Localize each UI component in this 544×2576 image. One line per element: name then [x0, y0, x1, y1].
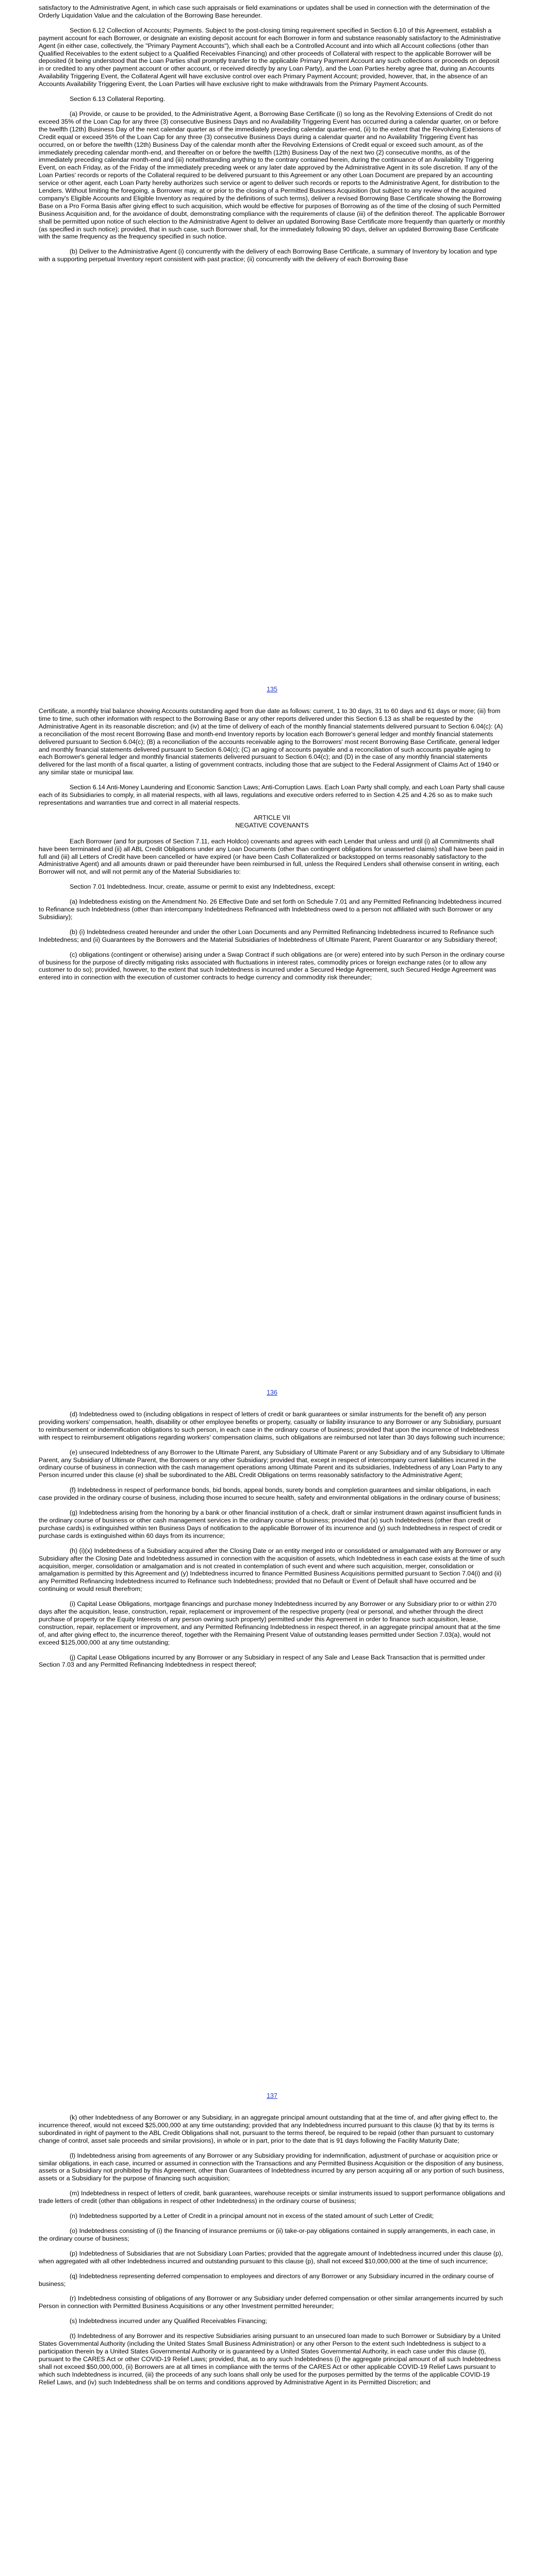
- page-number[interactable]: 136: [267, 1389, 277, 1396]
- clause-b-paragraph: (b) Deliver to the Administrative Agent (i) concurrently with the delivery of each Borrowing Base Certificate, a summary of Inventory by location and type with a supporting perpetual Inventory report consistent with past practice; (ii) concurrently with the delivery of each Borrowing Base: [39, 248, 498, 263]
- clause-m-paragraph: (m) Indebtedness in respect of letters of credit, bank guarantees, warehouse receipts or similar instruments issued to support performance obligations and trade letters of credit (other than obligations in respect of other Indebtedness) in the ordinary course of business;: [39, 2190, 505, 2205]
- clause-h-paragraph: (h) (i)(x) Indebtedness of a Subsidiary acquired after the Closing Date or an entity merged into or consolidated or amalgamated with any Borrower or any Subsidiary after the Closing Date and Indebtedness assumed in connection with the acquisition of assets, which Indebtedness in each case exists at the time of such acquisition, merger, consolidation or amalgamation and is not created in contemplation of such event and where such acquisition, merger, consolidation or amalgamation is permitted by this Agreement and (y) Indebtedness incurred to finance Permitted Business Acquisitions permitted pursuant to Section 7.04(i) and (ii) any Permitted Refinancing Indebtedness incurred to Refinance such Indebtedness; provided that no Default or Event of Default shall have occurred and be continuing or would result therefrom;: [39, 1547, 505, 1593]
- page-137: [39, 1411, 505, 2114]
- clause-a-paragraph: (a) Provide, or cause to be provided, to the Administrative Agent, a Borrowing Base Certificate (i) so long as the Revolving Extensions of Credit do not exceed 35% of the Loan Cap for any three (3) consecutive Business Days and no Availability Triggering Event has occurred during a calendar quarter, on or before the twelfth (12th) Business Day of the next calendar quarter as of the immediately preceding calendar quarter-end, (ii) to the extent that the Revolving Extensions of Credit equal or exceed 35% of the Loan Cap for any three (3) consecutive Business Days during a calendar quarter and no Availability Triggering Event has occurred, on or before the twelfth (12th) Business Day of the calendar month after the Revolving Extensions of Credit equal or exceed such amount, as of the immediately preceding calendar month-end, and thereafter on or before the twelfth (12th) Business Day of the next two (2) consecutive months, as of the immediately preceding calendar month-end and (iii) notwithstanding anything to the contrary contained herein, during the continuance of an Availability Triggering Event, on each Friday, as of the Friday of the immediately preceding week or any later date approved by the Administrative Agent in its sole discretion. If any of the Loan Parties' records or reports of the Collateral required to be delivered pursuant to this Agreement or any other Loan Document are prepared by an accounting service or other agent, each Loan Party hereby authorizes such service or agent to deliver such records or reports to the Administrative Agent, for distribution to the Lenders. Without limiting the foregoing, a Borrower may, at or prior to the closing of a Permitted Business Acquisition (but subject to any review of the acquired company's Eligible Accounts and Eligible Inventory as required by the definitions of such terms), deliver a revised Borrowing Base Certificate showing the Borrowing Base on a Pro Forma Basis after giving effect to such acquisition, which would be effective for purposes of Borrowing as of the time of the closing of such Permitted Business Acquisition and, for the avoidance of doubt, demonstrating compliance with the requirements of clause (iii) of the definition thereof. The applicable Borrower shall be permitted upon notice of such election to the Administrative Agent to deliver an updated Borrowing Base Certificate more frequently than quarterly or monthly (as specified in such notice); provided, that in such case, such Borrower shall, for the immediately following 90 days, deliver an updated Borrowing Base Certificate with the same frequency as the frequency specified in such notice.: [39, 110, 505, 241]
- clause-i-paragraph: (i) Capital Lease Obligations, mortgage financings and purchase money Indebtedness incurred by any Borrower or any Subsidiary prior to or within 270 days after the acquisition, lease, construction, repair, replacement or improvement of the respective property (real or personal, and whether through the direct purchase of property or the Equity Interests of any person owning such property) permitted under this Agreement in order to finance such acquisition, lease, construction, repair, replacement or improvement, and any Permitted Refinancing Indebtedness in respect thereof, in an aggregate principal amount that at the time of, and after giving effect to, the incurrence thereof, together with the Remaining Present Value of outstanding leases permitted under Section 7.03(a), would not exceed $125,000,000 at any time outstanding;: [39, 1600, 501, 1646]
- page-number[interactable]: 137: [267, 2092, 277, 2099]
- clause-b-paragraph: (b) (i) Indebtedness created hereunder and under the other Loan Documents and any Permitted Refinancing Indebtedness incurred to Refinance such Indebtedness; and (ii) Guarantees by the Borrowers and the Material Subsidiaries of Indebtedness of Ultimate Parent, Parent Guarantor or any Subsidiary thereof;: [39, 928, 498, 943]
- clause-d-paragraph: (d) Indebtedness owed to (including obligations in respect of letters of credit or bank guarantees or similar instruments for the benefit of) any person providing workers' compensation, health, disability or other employee benefits or property, casualty or liability insurance to any Borrower or any Subsidiary, pursuant to reimbursement or indemnification obligations to such person, in each case in the ordinary course of business; provided that upon the incurrence of Indebtedness with respect to reimbursement obligations regarding workers' compensation claims, such obligations are reimbursed not later than 30 days following such incurrence;: [39, 1411, 505, 1441]
- section-6-14-paragraph: Section 6.14 Anti-Money Laundering and Economic Sanction Laws; Anti-Corruption Laws. Each Loan Party shall comply, and each Loan Party shall cause each of its Subsidiaries to comply, in all material respects, with all laws, regulations and executive orders referred to in Section 4.25 and 4.26 so as to make such representations and warranties true and correct in all material respects.: [39, 784, 505, 806]
- clause-s-paragraph: (s) Indebtedness incurred under any Qualified Receivables Financing;: [70, 2317, 267, 2325]
- clause-a-paragraph: (a) Indebtedness existing on the Amendment No. 26 Effective Date and set forth on Schedule 7.01 and any Permitted Refinancing Indebtedness incurred to Refinance such Indebtedness (other than intercompany Indebtedness Refinanced with Indebtedness owed to a person not affiliated with such Borrower or any Subsidiary);: [39, 898, 502, 921]
- clause-l-paragraph: (l) Indebtedness arising from agreements of any Borrower or any Subsidiary providing for indemnification, adjustment of purchase or acquisition price or similar obligations, in each case, incurred or assumed in connection with the Transactions and any Permitted Business Acquisition or the disposition of any business, assets or a Subsidiary not prohibited by this Agreement, other than Guarantees of Indebtedness incurred by any person acquiring all or any portion of such business, assets or a Subsidiary for the purpose of financing such acquisition;: [39, 2151, 504, 2182]
- clause-c-paragraph: (c) obligations (contingent or otherwise) arising under a Swap Contract if such obligations are (or were) entered into by such Person in the ordinary course of business for the purpose of directly mitigating risks associated with fluctuations in interest rates, commodity prices or foreign exchange rates (or to allow any customer to do so); provided, however, to the extent that such Indebtedness is incurred under a Secured Hedge Agreement, such Secured Hedge Agreement was entered into in connection with the execution of customer contracts to hedge currency and commodity risk thereunder;: [39, 951, 505, 981]
- clause-g-paragraph: (g) Indebtedness arising from the honoring by a bank or other financial institution of a check, draft or similar instrument drawn against insufficient funds in the ordinary course of business or other cash management services in the ordinary course of business; provided that (x) such Indebtedness (other than credit or purchase cards) is extinguished within ten Business Days of notification to the applicable Borrower of its incurrence and (y) such Indebtedness in respect of credit or purchase cards is extinguished within 60 days from its incurrence;: [39, 1509, 502, 1539]
- page-number[interactable]: 135: [267, 686, 277, 693]
- clause-e-paragraph: (e) unsecured Indebtedness of any Borrower to the Ultimate Parent, any Subsidiary of Ultimate Parent or any Subsidiary and of any Subsidiary to Ultimate Parent, any Subsidiary of Ultimate Parent, the Borrowers or any other Subsidiary; provided that, except in respect of intercompany current liabilities incurred in the ordinary course of business in connection with the cash management operations among Ultimate Parent and its subsidiaries, Indebtedness of any Loan Party to any Person incurred under this clause (e) shall be subordinated to the ABL Credit Obligations on terms reasonably satisfactory to the Administrative Agent;: [39, 1448, 505, 1479]
- clause-j-paragraph: (j) Capital Lease Obligations incurred by any Borrower or any Subsidiary in respect of any Sale and Lease Back Transaction that is permitted under Section 7.03 and any Permitted Refinancing Indebtedness in respect thereof;: [39, 1653, 485, 1669]
- clause-f-paragraph: (f) Indebtedness in respect of performance bonds, bid bonds, appeal bonds, surety bonds and completion guarantees and similar obligations, in each case provided in the ordinary course of business, including those incurred to secure health, safety and environmental obligations in the ordinary course of business;: [39, 1486, 501, 1502]
- section-6-13-heading: Section 6.13 Collateral Reporting.: [70, 95, 166, 103]
- clause-q-paragraph: (q) Indebtedness representing deferred compensation to employees and directors of any Borrower or any Subsidiary incurred in the ordinary course of business;: [39, 2272, 494, 2287]
- clause-o-paragraph: (o) Indebtedness consisting of (i) the financing of insurance premiums or (ii) take-or-pay obligations contained in supply arrangements, in each case, in the ordinary course of business;: [39, 2227, 496, 2242]
- paragraph: Each Borrower (and for purposes of Section 7.11, each Holdco) covenants and agrees with each Lender that unless and until (i) all Commitments shall have been terminated and (ii) all ABL Credit Obligations under any Loan Documents (other than contingent obligations for unasserted claims) shall have been paid in full and (iii) all Letters of Credit have been cancelled or have expired (or have been Cash Collateralized or backstopped on terms reasonably satisfactory to the Administrative Agent) and all amounts drawn or paid thereunder have been reimbursed in full, unless the Required Lenders shall otherwise consent in writing, each Borrower will not, and will not permit any of the Material Subsidiaries to:: [39, 837, 504, 876]
- article-title: NEGATIVE COVENANTS: [235, 821, 309, 829]
- section-6-12-paragraph: Section 6.12 Collection of Accounts; Payments. Subject to the post-closing timing requirement specified in Section 6.10 of this Agreement, establish a payment account for each Borrower, or designate an existing deposit account for each Borrower in form and substance reasonably satisfactory to the Administrative Agent (in either case, collectively, the "Primary Payment Accounts"), which shall each be a Controlled Account and into which all Account collections (other than Qualified Receivables to the extent subject to a Qualified Receivables Financing) and other proceeds of Collateral with respect to the applicable Borrower will be deposited (it being understood that the Loan Parties shall promptly transfer to the applicable Primary Payment Account any such collections or proceeds on deposit in or credited to any other payment account or other account, or received directly by any Loan Party), and the Loan Parties hereby agree that, during an Accounts Availability Triggering Event, the Collateral Agent will have exclusive control over each Primary Payment Account; provided, however, that, in the absence of an Accounts Availability Triggering Event, the Loan Parties will have exclusive right to make withdrawals from the Primary Payment Accounts.: [39, 26, 501, 88]
- article-heading: [39, 814, 505, 829]
- clause-r-paragraph: (r) Indebtedness consisting of obligations of any Borrower or any Subsidiary under deferred compensation or other similar arrangements incurred by such Person in connection with Permitted Business Acquisitions or any other Investment permitted hereunder;: [39, 2295, 503, 2310]
- page-138: [39, 2114, 505, 2576]
- page-135: [39, 4, 505, 707]
- page-136: [39, 707, 505, 1411]
- paragraph: Certificate, a monthly trial balance showing Accounts outstanding aged from due date as follows: current, 1 to 30 days, 31 to 60 days and 61 days or more; (iii) from time to time, such other information with respect to the Borrowing Base or any other reports delivered under this Section 6.13 as shall be requested by the Administrative Agent in its reasonable discretion; and (iv) at the time of delivery of each of the monthly financial statements delivered pursuant to Section 6.04(c): (A) a reconciliation of the most recent Borrowing Base and month-end Inventory reports by location each Borrower's general ledger and monthly financial statements delivered pursuant to Section 6.04(c); (B) a reconciliation of the accounts receivable aging to the Borrowers' most recent Borrowing Base Certificate, general ledger and monthly financial statements delivered pursuant to Section 6.04(c); (C) an aging of accounts payable and a reconciliation of such accounts payable aging to each Borrower's general ledger and monthly financial statements delivered pursuant to Section 6.04(c); and (D) in the case of any monthly financial statements delivered for the last month of a fiscal quarter, a listing of government contracts, including those that are subject to the Federal Assignment of Claims Act of 1940 or any similar state or municipal law.: [39, 707, 503, 776]
- clause-p-paragraph: (p) Indebtedness of Subsidiaries that are not Subsidiary Loan Parties; provided that the aggregate amount of Indebtedness incurred under this clause (p), when aggregated with all other Indebtedness incurred and outstanding pursuant to this clause (p), shall not exceed $10,000,000 at the time of such incurrence;: [39, 2249, 503, 2265]
- paragraph: satisfactory to the Administrative Agent, in which case such appraisals or field examinations or updates shall be used in connection with the determination of the Orderly Liquidation Value and the calculation of the Borrowing Base hereunder.: [39, 4, 490, 19]
- article-number: ARTICLE VII: [254, 814, 290, 821]
- clause-n-paragraph: (n) Indebtedness supported by a Letter of Credit in a principal amount not in excess of the stated amount of such Letter of Credit;: [70, 2212, 434, 2220]
- clause-t-paragraph: (t) Indebtedness of any Borrower and its respective Subsidiaries arising pursuant to an unsecured loan made to such Borrower or Subsidiary by a United States Governmental Authority (including the United States Small Business Administration) or any other Person to the extent such Indebtedness is subject to a participation therein by a United States Governmental Authority or is guaranteed by a United States Governmental Authority, in each case under this clause (t), pursuant to the CARES Act or other COVID-19 Relief Laws; provided, that, as to any such Indebtedness (i) the aggregate principal amount of all such Indebtedness shall not exceed $50,000,000, (ii) Borrowers are at all times in compliance with the terms of the CARES Act or other applicable COVID-19 Relief Laws pursuant to which such Indebtedness is incurred, (iii) the proceeds of any such loans shall only be used for the purposes permitted by the terms of the applicable COVID-19 Relief Laws, and (iv) such Indebtedness shall be on terms and conditions approved by Administrative Agent in its Permitted Discretion; and: [39, 2332, 501, 2386]
- section-7-01-heading: Section 7.01 Indebtedness. Incur, create, assume or permit to exist any Indebtedness, except:: [70, 883, 336, 891]
- clause-k-paragraph: (k) other Indebtedness of any Borrower or any Subsidiary, in an aggregate principal amount outstanding that at the time of, and after giving effect to, the incurrence thereof, would not exceed $25,000,000 at any time outstanding; provided that any Indebtedness incurred pursuant to this clause (k) that by its terms is subordinated in right of payment to the ABL Credit Obligations shall not, pursuant to the terms thereof, be required to be repaid (other than pursuant to customary change of control, asset sale proceeds and similar provisions), in whole or in part, prior to the date that is 91 days following the Facility Maturity Date;: [39, 2114, 498, 2144]
